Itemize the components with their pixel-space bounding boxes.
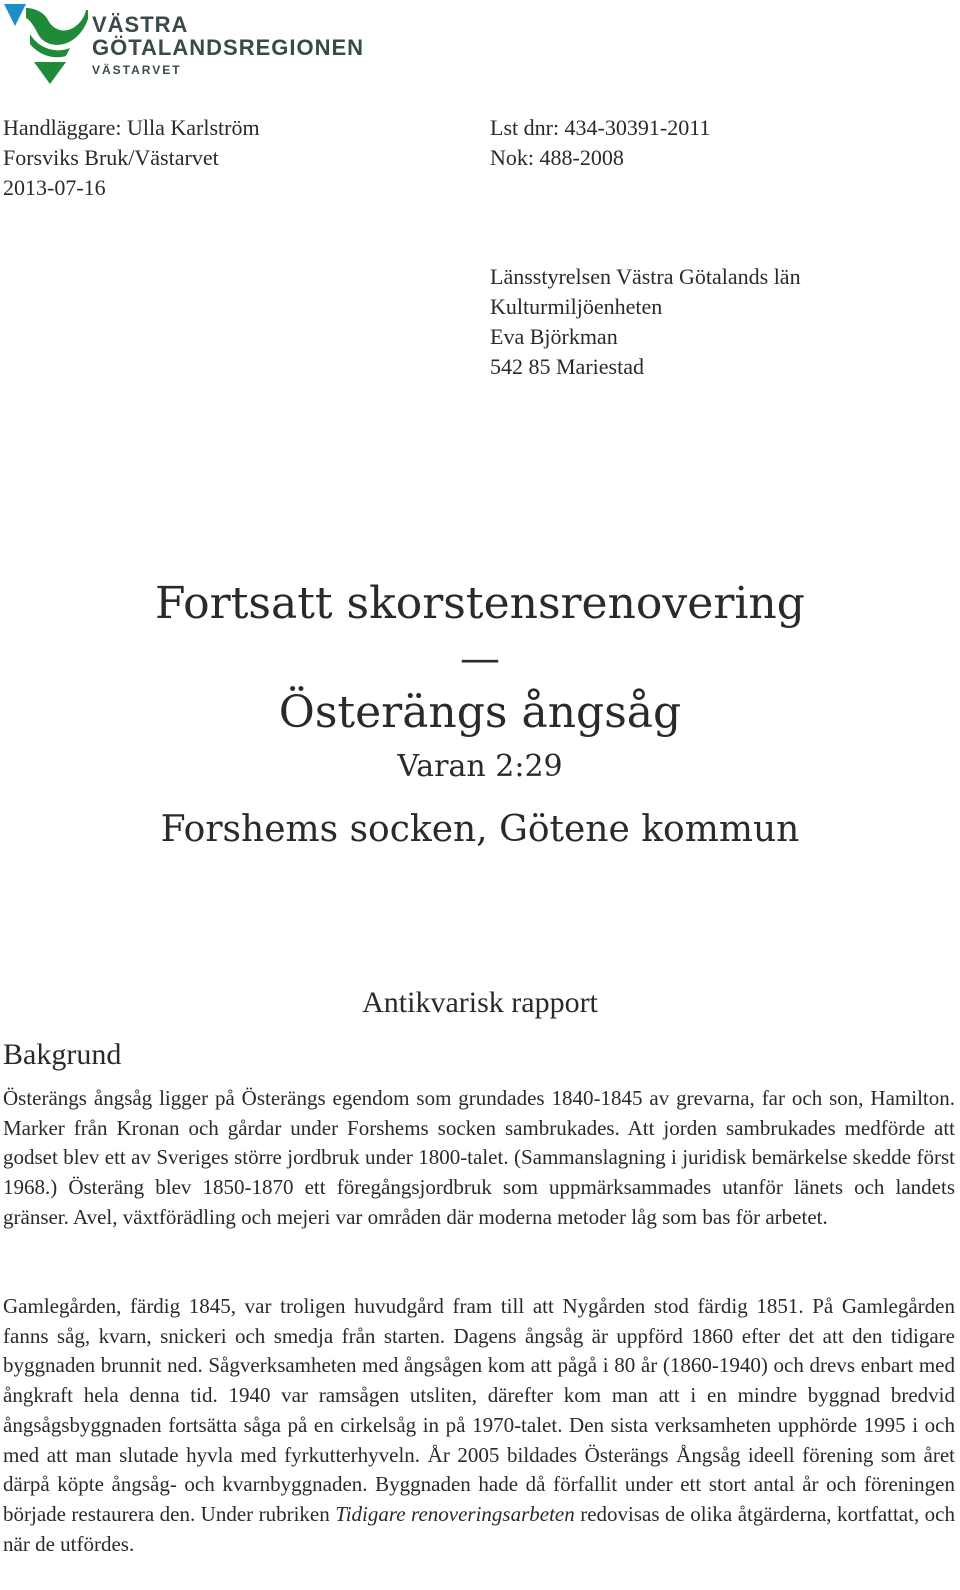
recipient-line-4: 542 85 Mariestad	[490, 354, 644, 379]
reference-numbers	[490, 113, 710, 173]
vastra-gotalandsregionen-logo	[4, 4, 384, 84]
paragraph-2-italic: Tidigare renoveringsarbeten	[335, 1501, 575, 1526]
document-date: 2013-07-16	[3, 175, 106, 200]
title-dash: —	[460, 636, 500, 682]
logo-line-2: GÖTALANDSREGIONEN	[92, 35, 365, 60]
lst-dnr: Lst dnr: 434-30391-2011	[490, 115, 711, 140]
logo-line-1: VÄSTRA	[92, 12, 189, 37]
logo-line-3: VÄSTARVET	[92, 63, 182, 77]
document-title: Fortsatt skorstensrenovering	[155, 578, 805, 629]
paragraph-2-end: redovisas de olika åtgärderna, kortfattat, och när de utfördes.	[3, 1501, 955, 1556]
logo-mark-icon	[4, 4, 88, 84]
section-heading: Bakgrund	[3, 1038, 122, 1071]
recipient-line-3: Eva Björkman	[490, 324, 618, 349]
handler: Handläggare: Ulla Karlström	[3, 115, 260, 140]
paragraph-1: Österängs ångsåg ligger på Österängs egendom som grundades 1840-1845 av grevarna, far och son, Hamilton. Marker från Kronan och gårdar under Forshems socken sambrukades. Att jorden sambrukades medförde att godset blev ett av Sveriges större jordbruk under 1800-talet. (Sammanslagning i juridisk bemärkelse skedde först 1968.) Österäng blev 1850-1870 ett föregångsjordbruk som uppmärksammades utanför länets och landets gränser. Avel, växtförädling och mejeri var områden där moderna metoder låg som bas för arbetet.	[3, 1086, 955, 1229]
document-subtitle: Österängs ångsåg	[278, 687, 682, 738]
recipient-line-1: Länsstyrelsen Västra Götalands län	[490, 264, 801, 289]
location: Forshems socken, Götene kommun	[160, 809, 800, 850]
sender-info	[3, 113, 260, 203]
paragraph-2-start: Gamlegården, färdig 1845, var troligen huvudgård fram till att Nygården stod färdig 1851. På Gamlegården fanns såg, kvarn, snickeri och smedja från starten. Dagens ångsåg är uppförd 1860 efter det att den tidigare byggnaden brunnit ned. Sågverksamheten med ångsågen kom att pågå i 80 år (1860-1940) och drevs enbart med ångkraft hela denna tid. 1940 var ramsågen utsliten, därefter kom man att i en mindre byggnad bredvid ångsågsbyggnaden fortsätta såga på en cirkelsåg in på 1970-talet. Den sista verksamheten upphörde 1995 i och med att man slutade hyvla med fyrkutterhyveln. År 2005 bildades Österängs Ångsåg ideell förening som året därpå köpte ångsåg- och kvarnbyggnaden. Byggnaden hade då förfallit under ett stort antal år och föreningen började restaurera den. Under rubriken	[3, 1294, 955, 1526]
paragraph-2	[3, 1292, 955, 1559]
nok-number: Nok: 488-2008	[490, 145, 624, 170]
report-type: Antikvarisk rapport	[362, 986, 598, 1019]
organization: Forsviks Bruk/Västarvet	[3, 145, 219, 170]
recipient-address	[490, 262, 801, 382]
recipient-line-2: Kulturmiljöenheten	[490, 294, 663, 319]
logo-text	[92, 14, 364, 78]
property-designation: Varan 2:29	[397, 749, 563, 784]
